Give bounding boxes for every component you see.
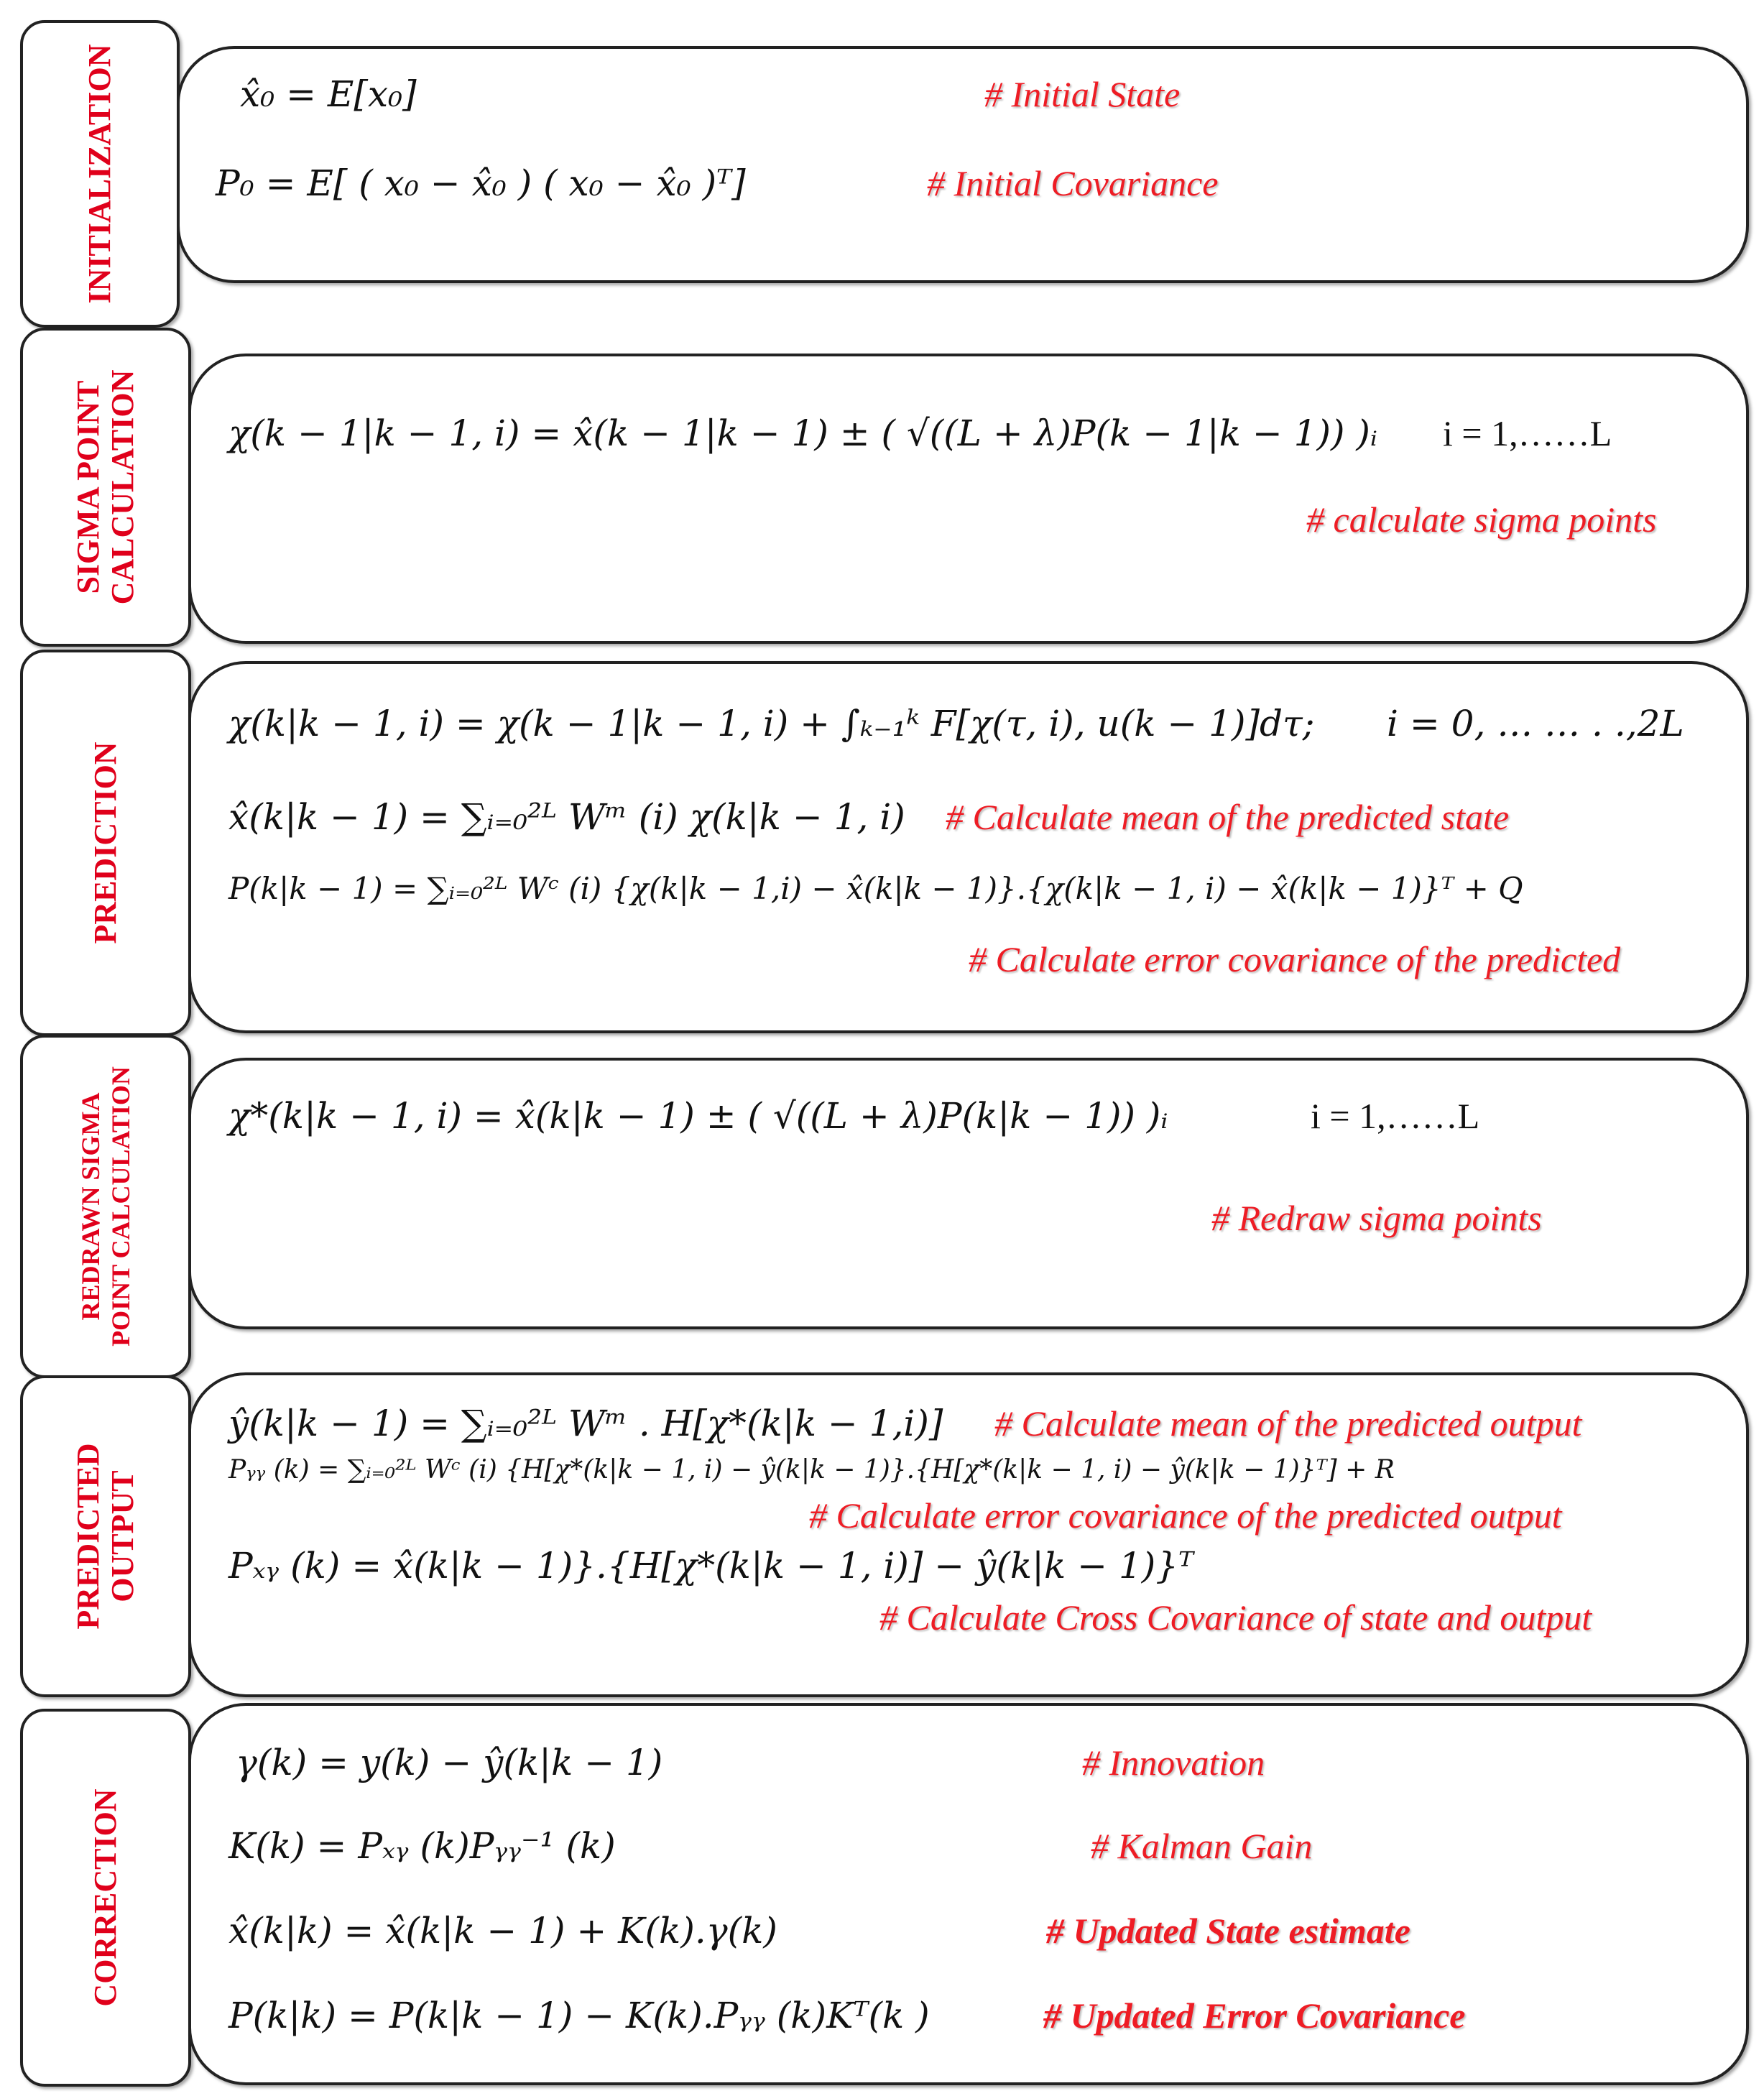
sigma-point-box: [188, 354, 1749, 644]
predicted-output-mean-equation: ŷ(k|k − 1) = ∑ᵢ₌₀²ᴸ Wᵐ . H[χ*(k|k − 1,i)]: [228, 1403, 943, 1444]
sigma-propagation-equation: χ(k|k − 1, i) = χ(k − 1|k − 1, i) + ∫ₖ₋₁ᵏ F[χ(τ, i), u(k − 1)]dτ;: [228, 703, 1315, 744]
kalman-gain-comment: # Kalman Gain: [1091, 1826, 1313, 1866]
innovation-equation: γ(k) = y(k) − ŷ(k|k − 1): [236, 1742, 663, 1783]
cross-covariance-comment: # Calculate Cross Covariance of state and output: [879, 1597, 1592, 1638]
innovation-comment: # Innovation: [1082, 1742, 1265, 1783]
sigma-point-label-box: [20, 328, 191, 647]
correction-label-box: [20, 1709, 191, 2087]
cross-covariance-equation: Pₓᵧ (k) = x̂(k|k − 1)}.{H[χ*(k|k − 1, i)] − ŷ(k|k − 1)}ᵀ: [228, 1545, 1194, 1587]
predicted-output-box: [188, 1372, 1749, 1697]
initialization-label: INITIALIZATION: [82, 44, 117, 304]
redrawn-box: [188, 1058, 1749, 1329]
redrawn-label-box: [20, 1035, 191, 1378]
sigma-point-comment: # calculate sigma points: [1306, 499, 1657, 540]
predicted-output-mean-comment: # Calculate mean of the predicted output: [994, 1403, 1582, 1444]
predicted-covariance-comment: # Calculate error covariance of the predicted: [969, 939, 1621, 979]
predicted-covariance-equation: P(k|k − 1) = ∑ᵢ₌₀²ᴸ Wᶜ (i) {χ(k|k − 1,i) − x̂(k|k − 1)}.{χ(k|k − 1, i) − x̂(k|k − 1)}ᵀ + Q: [228, 871, 1523, 906]
redrawn-sigma-equation: χ*(k|k − 1, i) = x̂(k|k − 1) ± ( √((L + λ)P(k|k − 1)) )ᵢ: [228, 1095, 1168, 1137]
initial-covariance-comment: # Initial Covariance: [927, 163, 1219, 203]
correction-box: [188, 1703, 1749, 2085]
redrawn-label: REDRAWN SIGMA POINT CALCULATION: [76, 1066, 135, 1347]
output-covariance-equation: Pᵧᵧ (k) = ∑ᵢ₌₀²ᴸ Wᶜ (i) {H[χ*(k|k − 1, i) − ŷ(k|k − 1)}.{H[χ*(k|k − 1, i) − ŷ(k|k − 1)}ᵀ] + R: [228, 1455, 1395, 1485]
prediction-box: [188, 661, 1749, 1033]
sigma-point-index: i = 1,……L: [1443, 413, 1612, 453]
initial-state-comment: # Initial State: [984, 74, 1181, 114]
predicted-output-label: PREDICTED OUTPUT: [70, 1443, 140, 1630]
sigma-point-label: SIGMA POINT CALCULATION: [70, 369, 140, 605]
correction-label: CORRECTION: [88, 1788, 123, 2007]
kalman-gain-equation: K(k) = Pₓᵧ (k)Pᵧᵧ⁻¹ (k): [228, 1825, 616, 1867]
redrawn-sigma-comment: # Redraw sigma points: [1211, 1198, 1542, 1238]
prediction-label-box: [20, 650, 191, 1036]
sigma-point-equation: χ(k − 1|k − 1, i) = x̂(k − 1|k − 1) ± ( √((L + λ)P(k − 1|k − 1)) )ᵢ: [228, 412, 1377, 454]
initial-state-equation: x̂₀ = E[x₀]: [240, 73, 417, 115]
state-update-equation: x̂(k|k) = x̂(k|k − 1) + K(k).γ(k): [228, 1910, 777, 1952]
initialization-box: [177, 46, 1749, 283]
predicted-mean-equation: x̂(k|k − 1) = ∑ᵢ₌₀²ᴸ Wᵐ (i) χ(k|k − 1, i): [228, 796, 905, 838]
redrawn-sigma-index: i = 1,……L: [1311, 1096, 1480, 1136]
initialization-label-box: [20, 20, 180, 328]
initial-covariance-equation: P₀ = E[ ( x₀ − x̂₀ ) ( x₀ − x̂₀ )ᵀ]: [216, 162, 746, 204]
covariance-update-comment: # Updated Error Covariance: [1043, 1995, 1466, 2036]
sigma-propagation-index: i = 0, … … . .,2L: [1387, 703, 1684, 744]
output-covariance-comment: # Calculate error covariance of the predicted output: [809, 1495, 1562, 1536]
predicted-mean-comment: # Calculate mean of the predicted state: [946, 797, 1510, 837]
prediction-label: PREDICTION: [88, 742, 123, 944]
covariance-update-equation: P(k|k) = P(k|k − 1) − K(k).Pᵧᵧ (k)Kᵀ(k ): [228, 1995, 930, 2036]
state-update-comment: # Updated State estimate: [1046, 1911, 1410, 1951]
predicted-output-label-box: [20, 1375, 191, 1697]
